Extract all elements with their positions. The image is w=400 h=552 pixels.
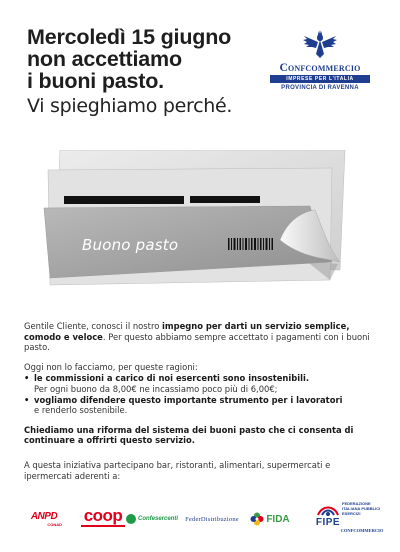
fida-flower-icon — [250, 512, 264, 526]
list-item — [24, 373, 380, 394]
federdistribuzione-logo — [182, 512, 242, 526]
voucher-middle-stripe — [64, 196, 184, 204]
fipe-description — [342, 502, 384, 524]
logo-brand: Confcommercio — [279, 62, 361, 74]
confcommercio-small-text: CONFCOMMERCIO — [340, 527, 384, 533]
coop-logo — [78, 504, 128, 530]
reasons-list — [24, 373, 380, 415]
reason-2-rest: e renderlo sostenibile. — [34, 405, 128, 416]
fida-text: FIDA — [266, 513, 290, 525]
logo-province: PROVINCIA DI RAVENNA — [281, 85, 359, 91]
bullet-icon: • — [24, 373, 30, 384]
intro-text-a: Gentile Cliente, conosci il nostro — [24, 321, 162, 331]
confesercenti-text: Confesercenti — [137, 516, 178, 522]
reason-2-bold: vogliamo difendere questo importante strumento per i lavoratori — [34, 394, 343, 405]
reason-1-bold: le commissioni a carico di noi esercenti sono insostenibili. — [34, 373, 310, 384]
anpd-logo — [26, 508, 62, 530]
coop-text: coop — [83, 506, 123, 526]
headline-subline: Vi spieghiamo perché. — [27, 95, 233, 117]
voucher-label: Buono pasto — [82, 236, 179, 254]
anpd-text: ANPD — [30, 510, 58, 522]
paragraph-participants: A questa iniziativa partecipano bar, ristoranti, alimentari, supermercati e ipermercati aderenti a: — [24, 459, 331, 481]
voucher-middle-stripe-2 — [190, 196, 260, 203]
reason-1-rest: Per ogni buono da 8,00€ ne incassiamo poco più di 6,00€; — [34, 383, 278, 394]
headline-line-2: non accettiamo — [27, 47, 182, 71]
meal-voucher-illustration — [40, 150, 380, 300]
paragraph-request: Chiediamo una riforma del sistema dei buoni pasto che ci consenta di continuare a offrirti questo servizio. — [24, 424, 354, 446]
coop-underline — [81, 525, 125, 527]
list-item — [24, 395, 380, 416]
confesercenti-logo — [126, 510, 178, 528]
headline-line-3: i buoni pasto. — [27, 69, 164, 93]
partner-logos — [22, 500, 382, 536]
body-text — [24, 321, 380, 481]
fida-logo — [248, 508, 292, 530]
headline — [27, 26, 267, 118]
confcommercio-logo — [264, 30, 376, 91]
intro-text-c: . Per questo abbiamo sempre accettato i pagamenti con i buoni pasto. — [24, 331, 370, 353]
anpd-sub-text: CONAD — [47, 521, 62, 527]
paragraph-intro — [24, 321, 380, 353]
confcommercio-small-logo — [340, 526, 384, 534]
intro-text-bold: impegno per darti un servizio semplice, comodo e veloce — [24, 321, 350, 342]
fipe-text: FIPE — [315, 516, 341, 528]
eagle-icon — [302, 30, 338, 60]
logo-tagline: IMPRESE PER L'ITALIA — [270, 75, 370, 83]
fipe-emblem-icon — [316, 503, 340, 517]
headline-line-1: Mercoledì 15 giugno — [27, 25, 232, 49]
fipe-description-text: FEDERAZIONE ITALIANA PUBBLICI ESERCIZI — [342, 501, 381, 516]
paragraph-reasons-intro: Oggi non lo facciamo, per queste ragioni: — [24, 361, 198, 372]
federdistribuzione-text: FederDistribuzione — [185, 515, 239, 523]
confesercenti-mark-icon — [126, 514, 136, 524]
bullet-icon: • — [24, 394, 30, 405]
